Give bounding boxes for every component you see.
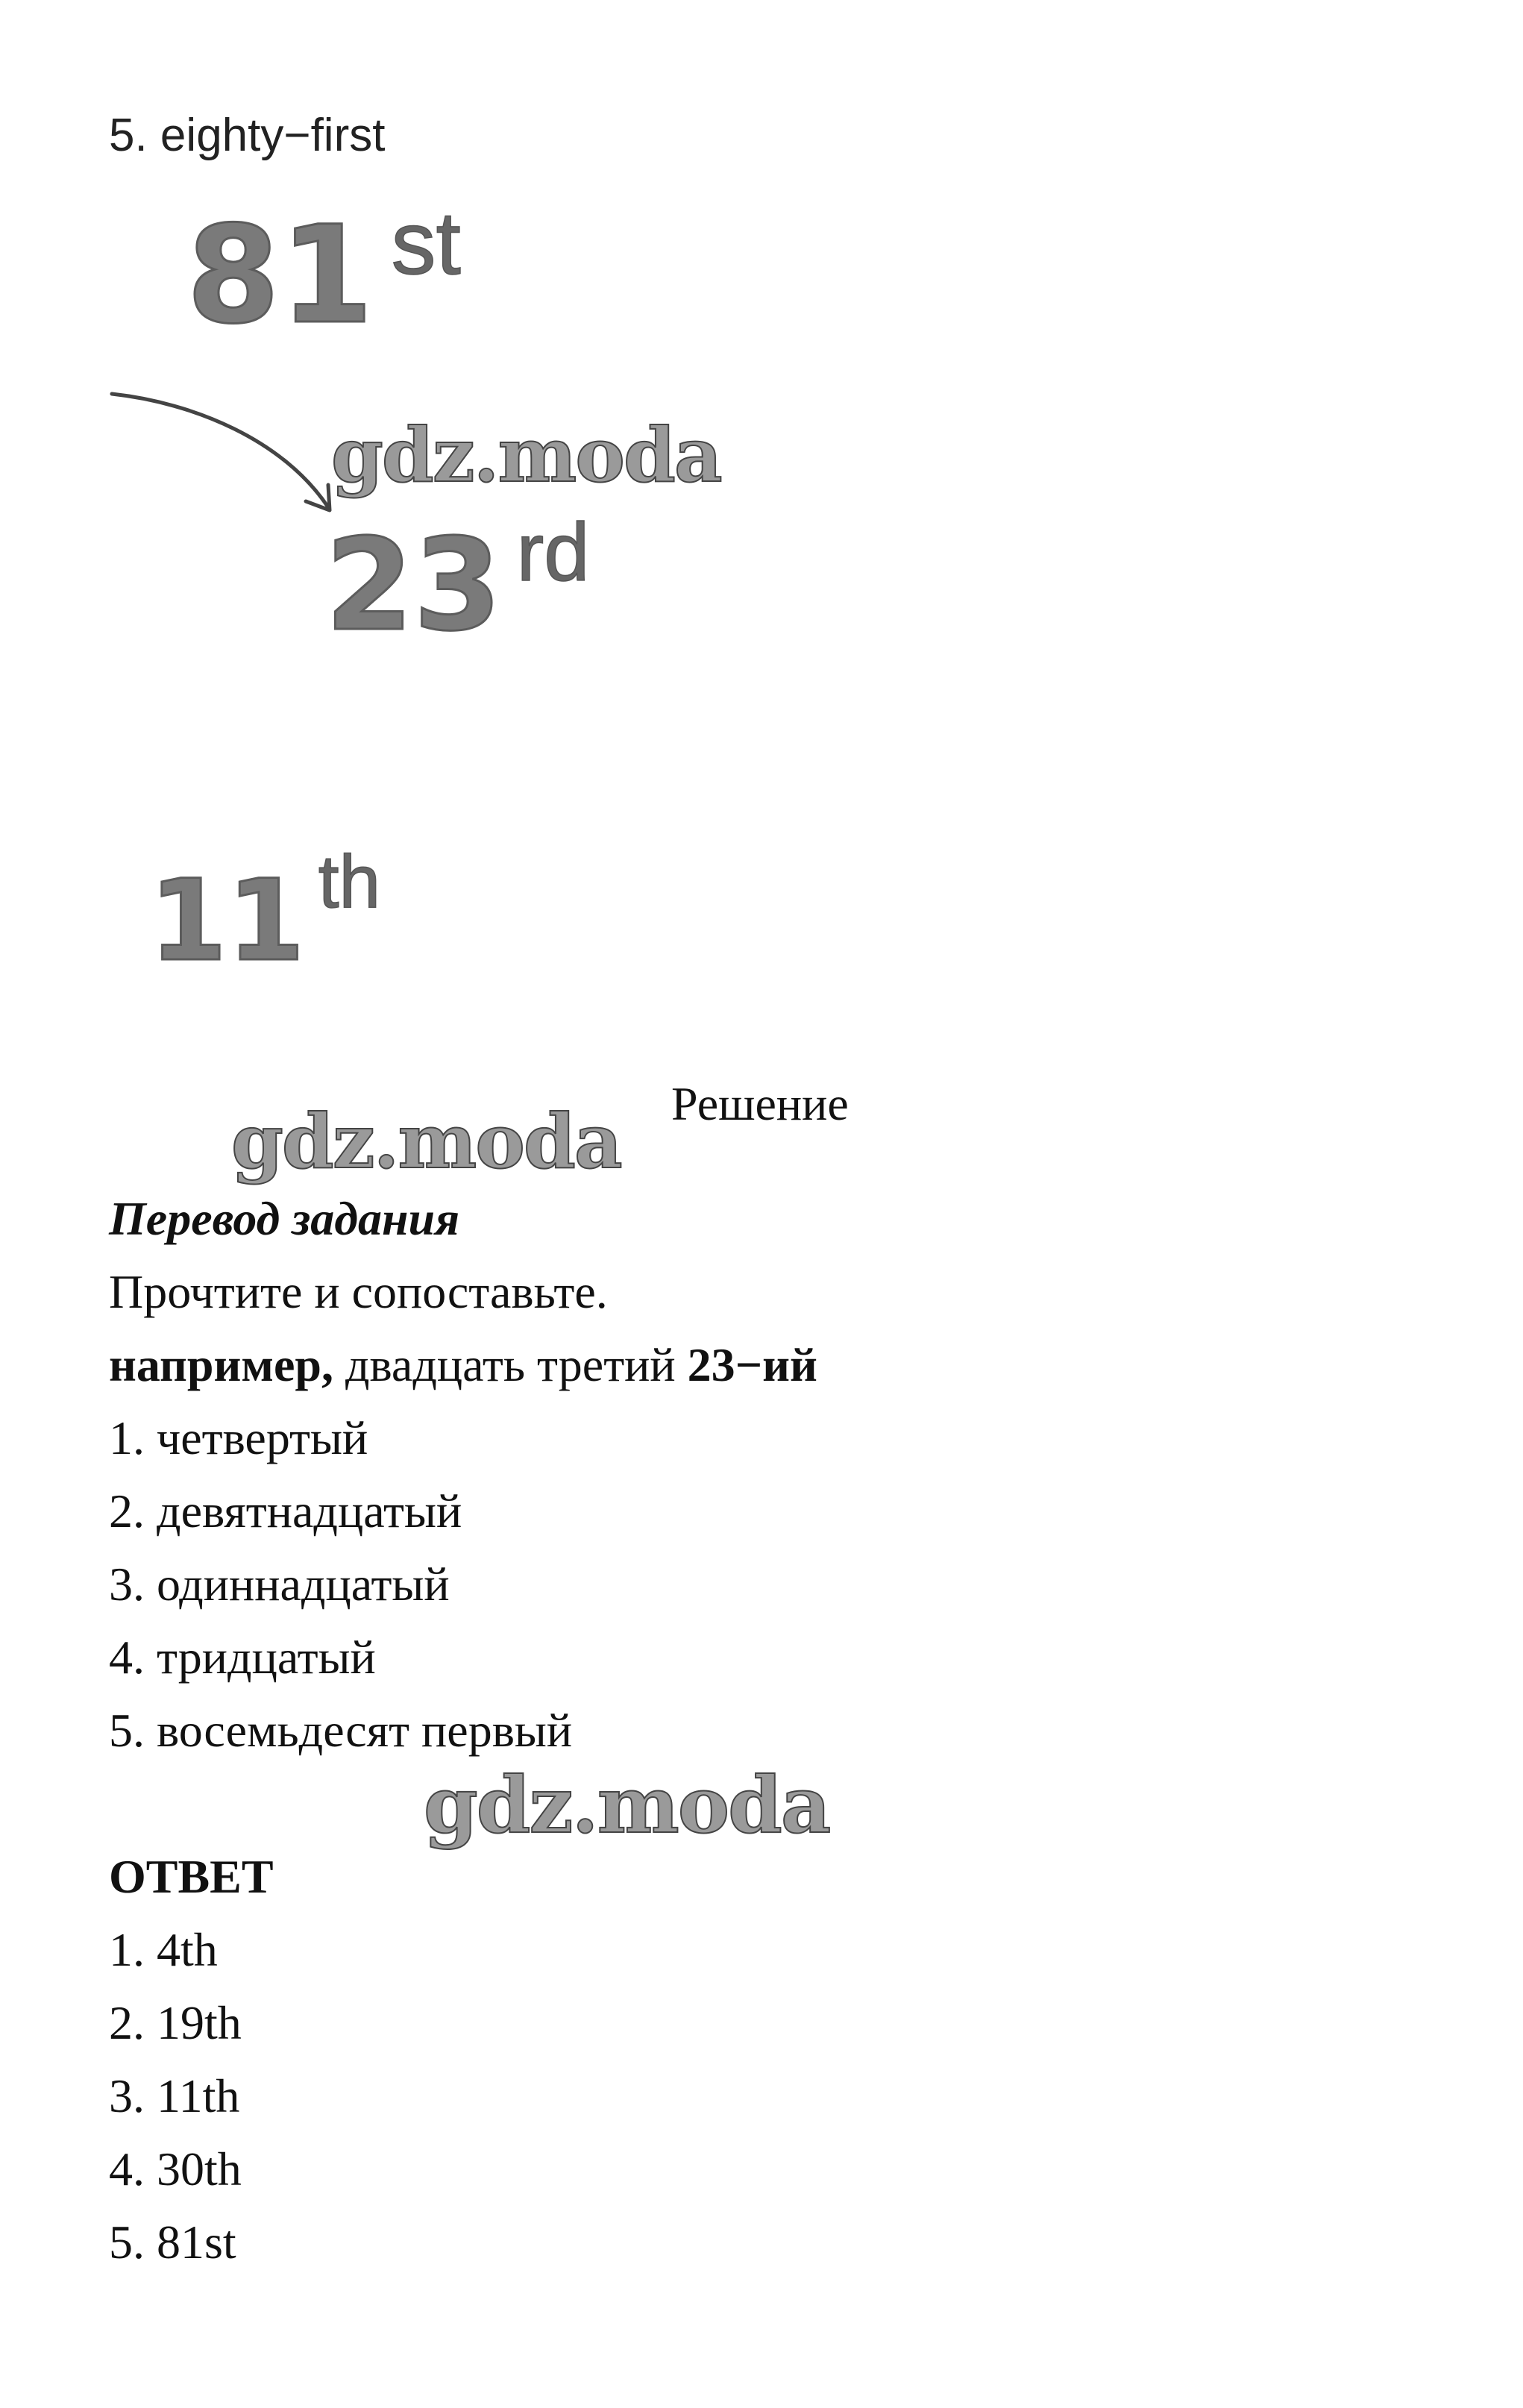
instruction: Прочтите и сопоставьте. <box>109 1265 608 1318</box>
answer-item: 4. 30th <box>109 2142 242 2195</box>
translation-item: 4. тридцатый <box>109 1631 376 1684</box>
example-line <box>109 1338 817 1391</box>
watermark: gdz.moda <box>231 1097 621 1185</box>
ordinal-card-23rd <box>325 507 590 659</box>
answer-heading: ОТВЕТ <box>109 1850 274 1903</box>
answer-item: 2. 19th <box>109 1996 242 2049</box>
ordinal-number: 23 <box>325 512 502 659</box>
ordinal-number: 11 <box>149 856 305 986</box>
ordinal-card-81st <box>186 193 461 354</box>
example-answer: 23−ий <box>687 1338 817 1391</box>
solution-label: Решение <box>671 1077 849 1130</box>
answer-item: 5. 81st <box>109 2216 236 2269</box>
answer-item: 1. 4th <box>109 1923 218 1976</box>
translation-item: 1. четвертый <box>109 1411 368 1464</box>
translation-heading: Перевод задания <box>109 1192 460 1245</box>
translation-item: 3. одиннадцатый <box>109 1558 450 1611</box>
watermark: gdz.moda <box>424 1759 830 1851</box>
ordinal-suffix: rd <box>516 507 590 598</box>
ordinal-number: 81 <box>186 198 374 354</box>
answer-item: 3. 11th <box>109 2069 240 2122</box>
watermark: gdz.moda <box>331 411 721 499</box>
translation-item: 2. девятнадцатый <box>109 1484 462 1537</box>
arrow-icon <box>104 373 351 522</box>
ordinal-suffix: th <box>318 840 381 924</box>
exercise-item-5: 5. eighty−first <box>109 110 386 161</box>
example-label: например, <box>109 1338 333 1391</box>
example-text: двадцать третий <box>333 1338 688 1391</box>
ordinal-card-11th <box>149 840 381 986</box>
translation-item: 5. восемьдесят первый <box>109 1704 573 1757</box>
ordinal-suffix: st <box>391 193 461 293</box>
